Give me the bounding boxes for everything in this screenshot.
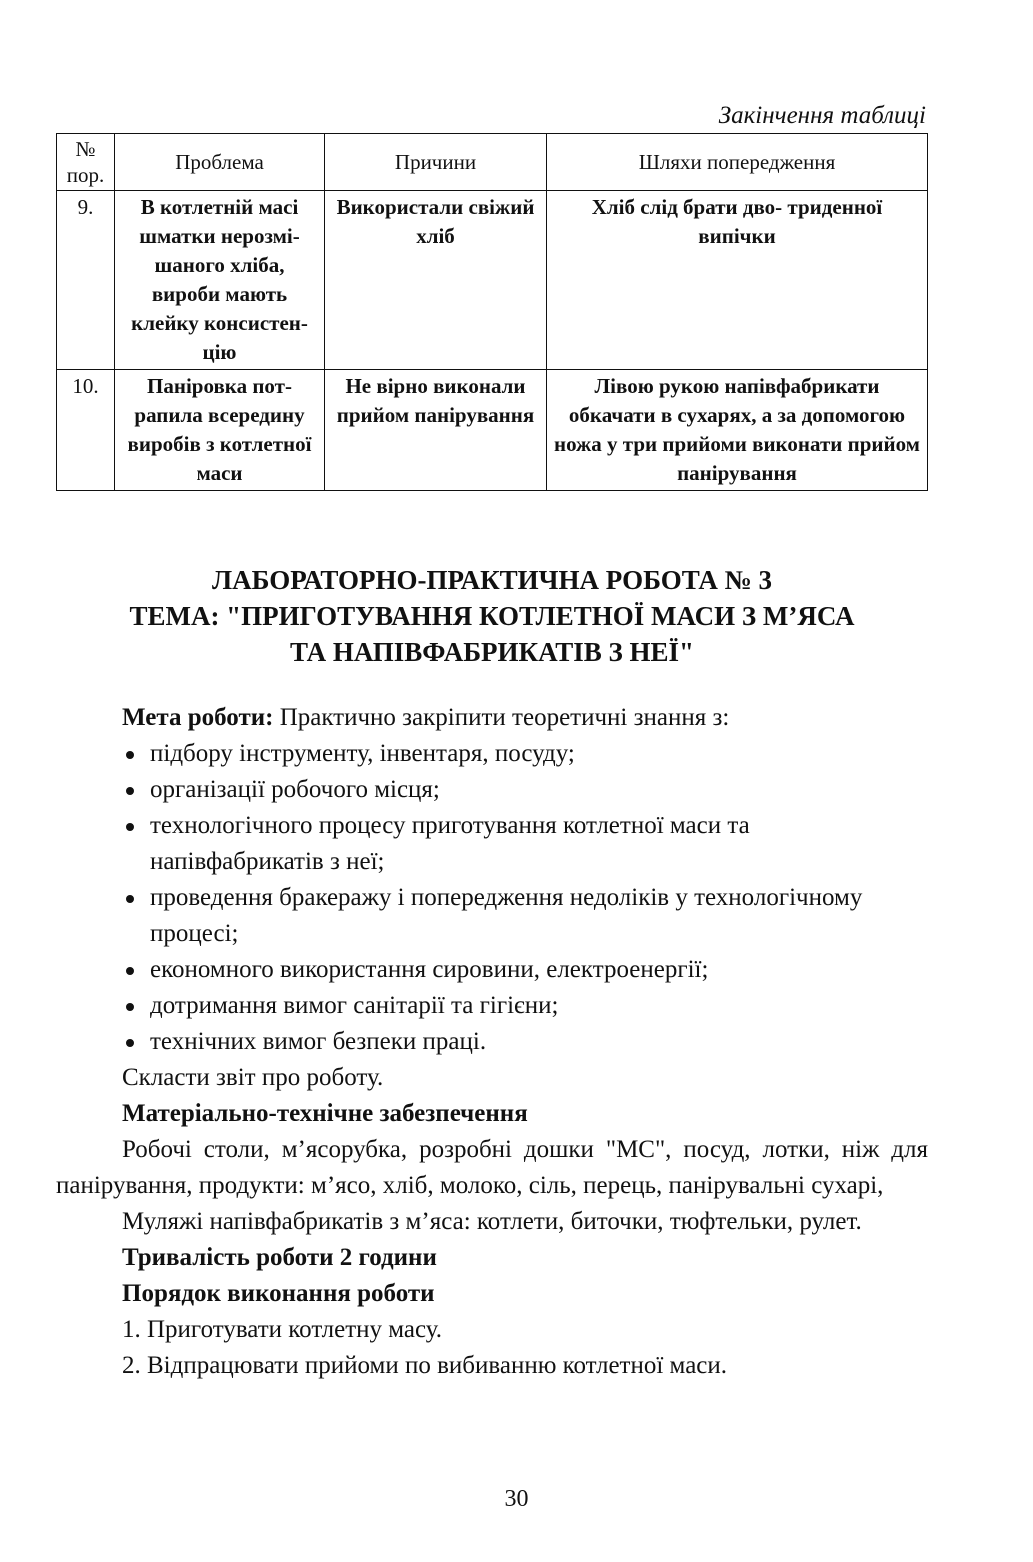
cell-causes: Використали свіжий хліб [325, 191, 547, 370]
heading-line-3: ТА НАПІВФАБРИКАТІВ З НЕЇ" [289, 637, 695, 667]
heading-line-2: ТЕМА: "ПРИГОТУВАННЯ КОТЛЕТНОЇ МАСИ З М’ЯСА [129, 601, 855, 631]
lab-work-body [56, 700, 928, 1384]
materials-paragraph-2: Муляжі напівфабрикатів з м’яса: котлети, биточки, тюфтельки, рулет. [122, 1208, 862, 1235]
list-item: проведення бракеражу і попередження недоліків у технологічному процесі; [122, 880, 928, 952]
table-continuation-label: Закінчення таблиці [718, 102, 926, 129]
duration-line: Тривалість роботи 2 години [122, 1244, 437, 1271]
page-number: 30 [504, 1486, 529, 1512]
list-item: організації робочого місця; [122, 772, 928, 808]
bullet-icon [126, 1039, 134, 1047]
header-problem: Проблема [115, 134, 325, 191]
materials-title: Матеріально-технічне забезпечення [122, 1100, 528, 1127]
bullet-icon [126, 967, 134, 975]
procedure-title: Порядок виконання роботи [122, 1280, 435, 1307]
goal-paragraph [56, 700, 928, 736]
goal-list [56, 736, 928, 1060]
cell-number: 10. [57, 370, 115, 491]
cell-prevention: Хліб слід брати дво- триденної випічки [547, 191, 928, 370]
goal-label: Мета роботи: [122, 704, 274, 731]
header-causes: Причини [325, 134, 547, 191]
bullet-icon [126, 787, 134, 795]
table-row [57, 191, 928, 370]
bullet-icon [126, 823, 134, 831]
report-line: Скласти звіт про роботу. [122, 1064, 384, 1091]
materials-paragraph-1: Робочі столи, м’ясорубка, розробні дошки "МС", посуд, лотки, ніж для панірування, продукти: м’ясо, хліб, молоко, сіль, перець, панірувальні сухарі, [56, 1136, 928, 1199]
procedure-step-2: 2. Відпрацювати прийоми по вибиванню котлетної маси. [122, 1352, 728, 1379]
procedure-step-1: 1. Приготувати котлетну масу. [122, 1316, 443, 1343]
cell-causes: Не вірно виконали прийом панірування [325, 370, 547, 491]
cell-problem: Паніровка пот-рапила всередину виробів з котлетної маси [115, 370, 325, 491]
list-item: технологічного процесу приготування котлетної маси та напівфабрикатів з неї; [122, 808, 928, 880]
lab-work-heading [56, 562, 928, 670]
header-prevention: Шляхи попередження [547, 134, 928, 191]
cell-prevention: Лівою рукою напівфабрикати обкачати в сухарях, а за допомогою ножа у три прийоми виконати прийом панірування [547, 370, 928, 491]
bullet-icon [126, 1003, 134, 1011]
list-item: економного використання сировини, електроенергії; [122, 952, 928, 988]
bullet-icon [126, 751, 134, 759]
cell-problem: В котлетній масі шматки нерозмі-шаного хліба, вироби мають клейку консистен-цію [115, 191, 325, 370]
list-item: технічних вимог безпеки праці. [122, 1024, 928, 1060]
heading-line-1: ЛАБОРАТОРНО-ПРАКТИЧНА РОБОТА № 3 [211, 565, 773, 595]
list-item: підбору інструменту, інвентаря, посуду; [122, 736, 928, 772]
bullet-icon [126, 895, 134, 903]
cell-number: 9. [57, 191, 115, 370]
table-row [57, 370, 928, 491]
header-number: № пор. [57, 134, 115, 191]
problems-table [56, 133, 928, 491]
goal-text: Практично закріпити теоретичні знання з: [279, 704, 730, 731]
table-header-row [57, 134, 928, 191]
list-item: дотримання вимог санітарії та гігієни; [122, 988, 928, 1024]
